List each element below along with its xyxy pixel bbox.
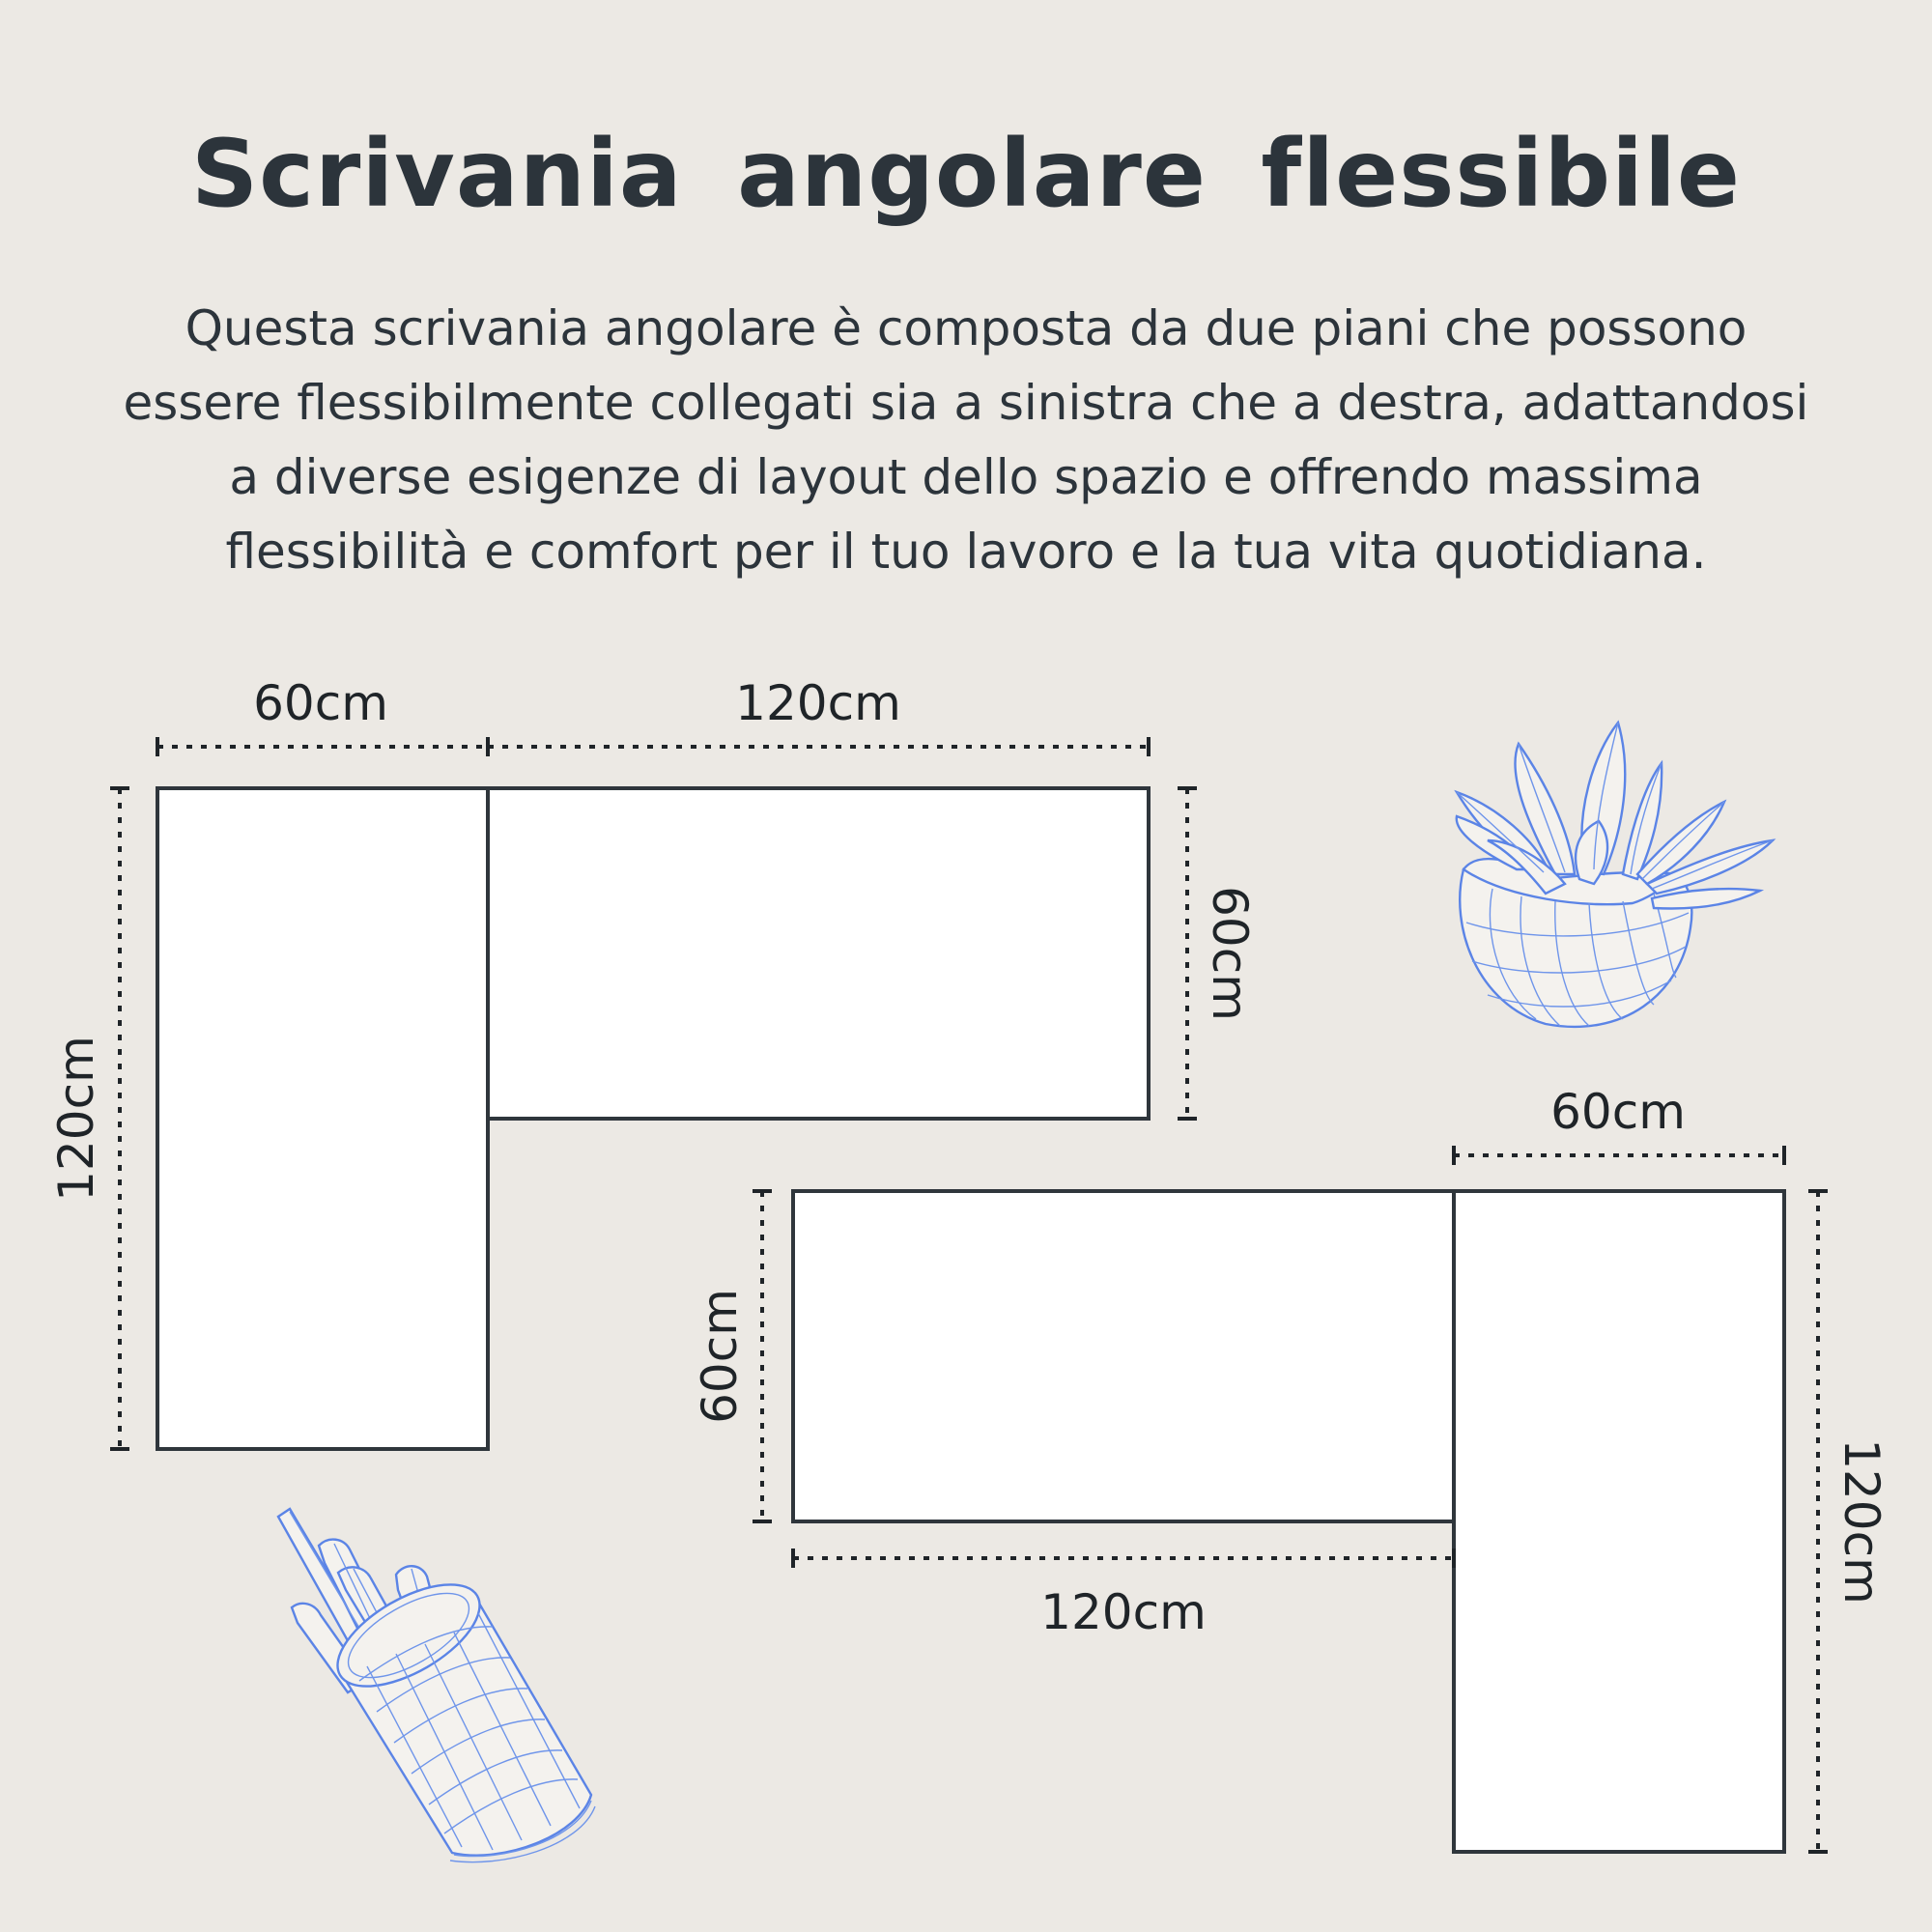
- dimension-label: 120cm: [1040, 1584, 1207, 1640]
- dimension-label: 60cm: [1550, 1084, 1686, 1140]
- desk-panel-horizontal: [793, 1191, 1454, 1521]
- dimension-label: 120cm: [48, 1036, 104, 1202]
- dimension-top-short: [1454, 1084, 1784, 1165]
- dimension-label: 60cm: [1202, 886, 1258, 1021]
- desk-panel-horizontal: [488, 788, 1149, 1119]
- dimension-left-depth: [692, 1191, 772, 1521]
- desk-panel-vertical: [1454, 1191, 1784, 1852]
- description-line: a diverse esigenze di layout dello spazio e offrendo massima: [229, 449, 1703, 505]
- dimension-right-length: [1808, 1191, 1889, 1852]
- dimension-bottom-long: [793, 1548, 1454, 1640]
- description-line: Questa scrivania angolare è composta da due piani che possono: [185, 300, 1747, 356]
- page-title: Scrivania angolare flessibile: [190, 120, 1742, 228]
- succulent-plant-icon: [1457, 723, 1773, 1027]
- dimension-left-length: [48, 788, 129, 1449]
- dimension-label: 120cm: [1833, 1438, 1889, 1605]
- dimension-label: 60cm: [253, 675, 388, 731]
- dimension-label: 60cm: [692, 1289, 748, 1424]
- layout-right: [692, 1084, 1889, 1852]
- dimension-label: 120cm: [735, 675, 901, 731]
- desk-panel-vertical: [157, 788, 488, 1449]
- pen-holder-icon: [278, 1509, 595, 1862]
- description-line: essere flessibilmente collegati sia a sinistra che a destra, adattandosi: [123, 375, 1809, 431]
- dimension-top-short: [157, 675, 488, 756]
- description-line: flessibilità e comfort per il tuo lavoro e la tua vita quotidiana.: [225, 524, 1707, 580]
- dimension-right-depth: [1178, 788, 1258, 1119]
- dimension-top-long: [488, 675, 1149, 756]
